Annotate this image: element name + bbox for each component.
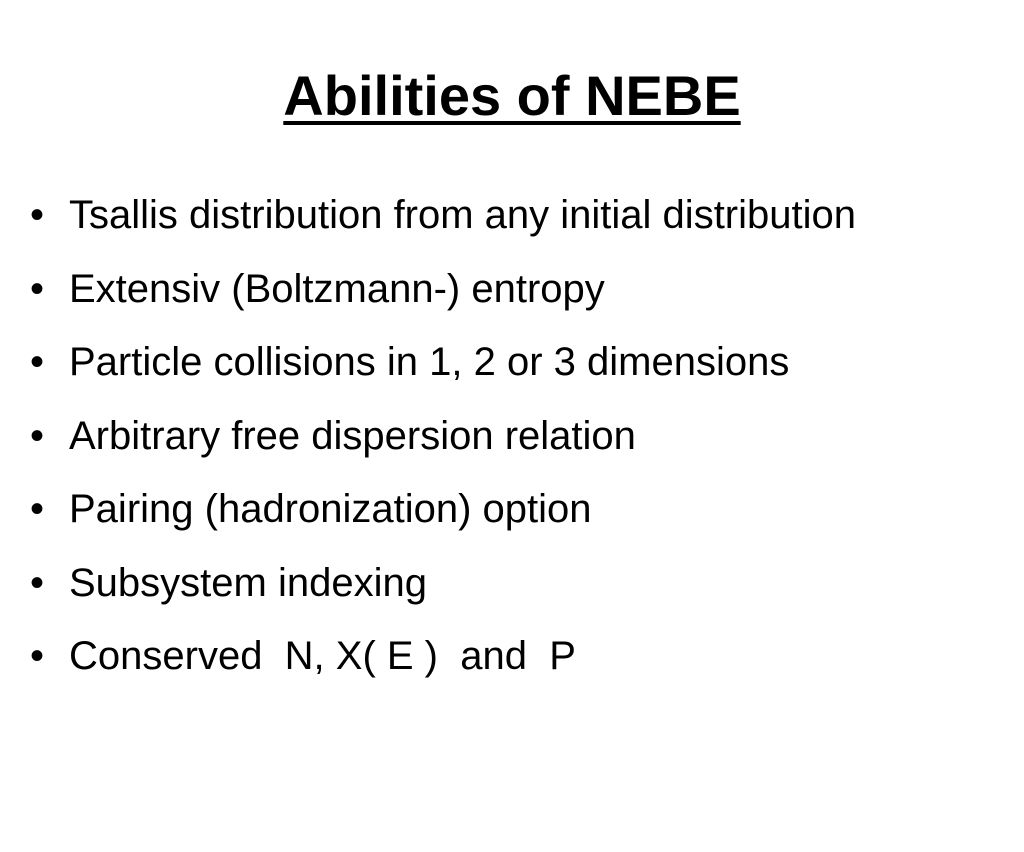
bullet-dot-icon: • <box>30 340 45 384</box>
slide-title: Abilities of NEBE <box>283 64 741 127</box>
bullet-item <box>30 628 1010 702</box>
bullet-dot-icon: • <box>30 634 45 678</box>
bullet-dot-icon: • <box>30 193 45 237</box>
bullet-text: Pairing (hadronization) option <box>69 487 592 531</box>
bullet-item <box>30 555 1010 629</box>
bullet-text: Extensiv (Boltzmann-) entropy <box>69 266 605 311</box>
bullet-dot-icon: • <box>30 266 45 311</box>
bullet-item <box>30 334 1010 408</box>
bullet-text: Conserved N, X( E ) and P <box>69 634 576 678</box>
bullet-text: Particle collisions in 1, 2 or 3 dimensions <box>69 340 790 384</box>
bullet-item <box>30 481 1010 555</box>
bullet-list <box>30 187 1010 702</box>
bullet-text: Subsystem indexing <box>69 560 427 605</box>
bullet-dot-icon: • <box>30 413 45 458</box>
bullet-text: Arbitrary free dispersion relation <box>69 413 636 458</box>
bullet-item <box>30 187 1010 261</box>
bullet-text: Tsallis distribution from any initial distribution <box>69 193 856 237</box>
bullet-item <box>30 408 1010 482</box>
bullet-item <box>30 261 1010 335</box>
bullet-dot-icon: • <box>30 487 45 531</box>
bullet-dot-icon: • <box>30 560 45 605</box>
